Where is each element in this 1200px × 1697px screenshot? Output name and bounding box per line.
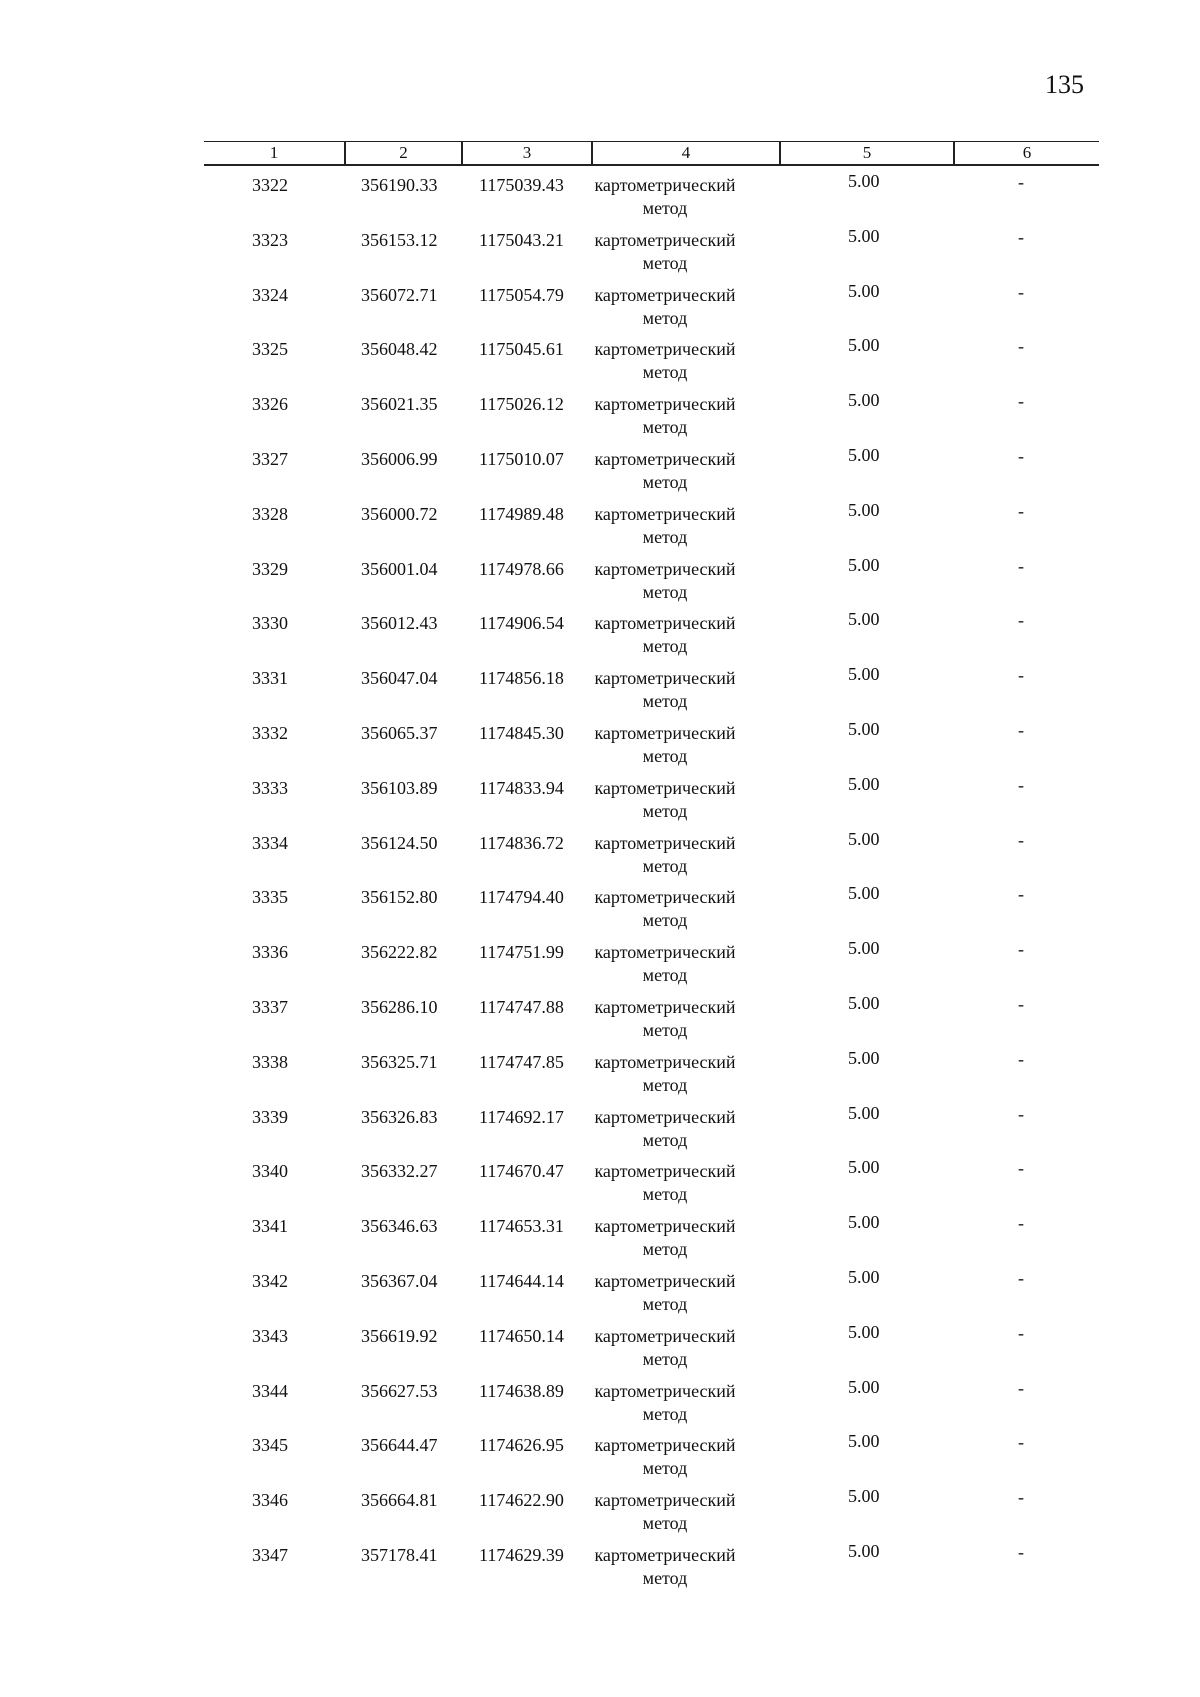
point-number: 3343 xyxy=(252,1325,288,1346)
method-line-1: картометрический xyxy=(594,832,736,853)
method-cell xyxy=(576,1215,754,1261)
method-line-1: картометрический xyxy=(594,1270,736,1291)
column-header-5: 5 xyxy=(862,143,872,162)
coordinate-y: 1175043.21 xyxy=(479,229,564,250)
coordinate-y: 1174794.40 xyxy=(479,887,564,908)
table-row xyxy=(204,499,1099,558)
coordinate-y: 1175045.61 xyxy=(479,339,564,360)
page-number: 135 xyxy=(1045,70,1084,99)
coordinate-x: 356644.47 xyxy=(361,1435,438,1456)
method-line-1: картометрический xyxy=(594,777,736,798)
table-row xyxy=(204,1157,1099,1215)
point-number: 3345 xyxy=(252,1435,288,1456)
accuracy-value: 5.00 xyxy=(848,1431,880,1452)
accuracy-value: 5.00 xyxy=(848,280,880,301)
method-line-1: картометрический xyxy=(594,1544,736,1565)
method-cell xyxy=(576,1160,754,1206)
note-value: - xyxy=(1018,1541,1024,1562)
accuracy-value: 5.00 xyxy=(848,609,880,630)
method-line-1: картометрический xyxy=(594,668,736,689)
accuracy-value: 5.00 xyxy=(848,225,880,246)
table-row xyxy=(204,225,1099,284)
table-row xyxy=(204,335,1099,393)
coordinate-x: 356325.71 xyxy=(361,1051,438,1072)
note-value: - xyxy=(1018,1432,1024,1453)
table-row xyxy=(204,883,1099,941)
method-line-2: метод xyxy=(642,307,688,328)
table-row xyxy=(204,444,1099,503)
table-row xyxy=(204,390,1099,448)
method-line-2: метод xyxy=(642,855,688,876)
note-value: - xyxy=(1018,884,1024,905)
method-cell xyxy=(576,1434,754,1480)
coordinate-y: 1174692.17 xyxy=(479,1106,564,1127)
point-number: 3334 xyxy=(252,832,288,853)
point-number: 3339 xyxy=(252,1106,288,1127)
point-number: 3326 xyxy=(252,394,288,415)
note-value: - xyxy=(1018,829,1024,850)
coordinate-y: 1174833.94 xyxy=(479,777,564,798)
coordinate-x: 356006.99 xyxy=(361,448,438,469)
method-line-1: картометрический xyxy=(594,175,736,195)
method-cell xyxy=(576,667,754,713)
note-value: - xyxy=(1018,1048,1024,1069)
method-cell xyxy=(576,612,754,658)
table-header xyxy=(204,136,1099,165)
coordinate-x: 356103.89 xyxy=(361,777,438,798)
table-row xyxy=(204,1266,1099,1325)
column-header-6: 6 xyxy=(1022,143,1032,162)
method-line-2: метод xyxy=(642,1019,688,1040)
table-row xyxy=(204,773,1099,832)
point-number: 3330 xyxy=(252,613,288,634)
coordinate-x: 356326.83 xyxy=(361,1106,438,1127)
method-cell xyxy=(576,1106,754,1152)
method-line-1: картометрический xyxy=(594,722,736,743)
method-cell xyxy=(576,503,754,549)
method-line-1: картометрический xyxy=(594,996,736,1017)
point-number: 3336 xyxy=(252,942,288,963)
table-row xyxy=(204,1540,1099,1599)
method-cell xyxy=(576,996,754,1042)
method-line-2: метод xyxy=(642,1239,688,1260)
method-line-2: метод xyxy=(642,1458,688,1479)
coordinate-y: 1174747.88 xyxy=(479,996,564,1017)
method-line-1: картометрический xyxy=(594,1051,736,1072)
accuracy-value: 5.00 xyxy=(848,444,880,465)
method-line-2: метод xyxy=(642,252,688,273)
coordinate-x: 356048.42 xyxy=(361,339,438,360)
method-line-2: метод xyxy=(642,1513,688,1534)
method-line-1: картометрический xyxy=(594,558,736,579)
coordinate-y: 1174751.99 xyxy=(479,942,564,963)
method-line-2: метод xyxy=(642,1184,688,1205)
accuracy-value: 5.00 xyxy=(848,499,880,520)
table-row xyxy=(204,280,1099,339)
note-value: - xyxy=(1018,719,1024,740)
method-cell xyxy=(576,1489,754,1535)
column-header-2: 2 xyxy=(399,143,408,162)
note-value: - xyxy=(1018,500,1024,521)
method-line-2: метод xyxy=(642,1567,688,1588)
method-cell xyxy=(576,832,754,878)
accuracy-value: 5.00 xyxy=(848,335,880,356)
method-line-1: картометрический xyxy=(594,1106,736,1127)
method-line-2: метод xyxy=(642,581,688,602)
method-line-1: картометрический xyxy=(594,1161,736,1182)
method-line-2: метод xyxy=(642,1293,688,1314)
method-line-2: метод xyxy=(642,1403,688,1424)
coordinate-y: 1174622.90 xyxy=(479,1490,564,1511)
point-number: 3335 xyxy=(252,887,288,908)
coordinate-x: 356222.82 xyxy=(361,942,438,963)
table-row xyxy=(204,938,1099,996)
method-cell xyxy=(576,777,754,823)
point-number: 3322 xyxy=(252,175,288,195)
method-line-1: картометрический xyxy=(594,942,736,963)
coordinate-y: 1175010.07 xyxy=(479,448,564,469)
note-value: - xyxy=(1018,391,1024,412)
method-cell xyxy=(576,1270,754,1316)
accuracy-value: 5.00 xyxy=(848,718,880,739)
method-cell xyxy=(576,393,754,439)
coordinate-x: 356072.71 xyxy=(361,284,438,305)
accuracy-value: 5.00 xyxy=(848,1047,880,1068)
point-number: 3332 xyxy=(252,722,288,743)
accuracy-value: 5.00 xyxy=(848,1376,880,1397)
coordinate-y: 1174747.85 xyxy=(479,1051,564,1072)
note-value: - xyxy=(1018,445,1024,466)
method-line-2: метод xyxy=(642,636,688,657)
coordinate-y: 1174906.54 xyxy=(479,613,564,634)
accuracy-value: 5.00 xyxy=(848,1486,880,1507)
coordinate-x: 356021.35 xyxy=(361,394,438,415)
note-value: - xyxy=(1018,1322,1024,1343)
column-header-3: 3 xyxy=(522,143,532,162)
point-number: 3341 xyxy=(252,1216,288,1237)
method-line-2: метод xyxy=(642,198,688,218)
method-line-2: метод xyxy=(642,691,688,712)
coordinate-x: 356346.63 xyxy=(361,1216,438,1237)
table-row xyxy=(204,554,1099,613)
method-cell xyxy=(576,1544,754,1590)
coordinate-x: 356065.37 xyxy=(361,722,438,743)
method-line-2: метод xyxy=(642,1074,688,1095)
point-number: 3331 xyxy=(252,668,288,689)
point-number: 3344 xyxy=(252,1380,288,1401)
method-line-1: картометрический xyxy=(594,1435,736,1456)
table-row xyxy=(204,1102,1099,1161)
coordinate-x: 356000.72 xyxy=(361,503,438,524)
note-value: - xyxy=(1018,336,1024,357)
coordinate-y: 1175026.12 xyxy=(479,394,564,415)
point-number: 3328 xyxy=(252,503,288,524)
method-line-1: картометрический xyxy=(594,1380,736,1401)
accuracy-value: 5.00 xyxy=(848,390,880,411)
accuracy-value: 5.00 xyxy=(848,664,880,685)
coordinate-x: 356012.43 xyxy=(361,613,438,634)
method-line-1: картометрический xyxy=(594,613,736,634)
note-value: - xyxy=(1018,993,1024,1014)
method-cell xyxy=(576,174,754,220)
coordinate-y: 1174845.30 xyxy=(479,722,564,743)
coordinates-table-body xyxy=(204,171,1099,1599)
note-value: - xyxy=(1018,555,1024,576)
coordinate-x: 356152.80 xyxy=(361,887,438,908)
point-number: 3338 xyxy=(252,1051,288,1072)
table-row xyxy=(204,718,1099,777)
method-cell xyxy=(576,886,754,932)
note-value: - xyxy=(1018,1158,1024,1179)
accuracy-value: 5.00 xyxy=(848,1102,880,1123)
method-line-1: картометрический xyxy=(594,229,736,250)
accuracy-value: 5.00 xyxy=(848,171,880,191)
method-line-2: метод xyxy=(642,910,688,931)
accuracy-value: 5.00 xyxy=(848,1212,880,1233)
coordinate-x: 356153.12 xyxy=(361,229,438,250)
point-number: 3323 xyxy=(252,229,288,250)
accuracy-value: 5.00 xyxy=(848,828,880,849)
point-number: 3327 xyxy=(252,448,288,469)
point-number: 3347 xyxy=(252,1544,288,1565)
method-line-1: картометрический xyxy=(594,1490,736,1511)
table-row xyxy=(204,609,1099,667)
column-header-4: 4 xyxy=(681,143,691,162)
note-value: - xyxy=(1018,281,1024,302)
point-number: 3333 xyxy=(252,777,288,798)
method-line-1: картометрический xyxy=(594,394,736,415)
coordinate-x: 356286.10 xyxy=(361,996,438,1017)
coordinate-y: 1174629.39 xyxy=(479,1544,564,1565)
method-line-2: метод xyxy=(642,471,688,492)
method-cell xyxy=(576,558,754,604)
method-line-2: метод xyxy=(642,800,688,821)
accuracy-value: 5.00 xyxy=(848,938,880,959)
table-row xyxy=(204,1047,1099,1106)
coordinate-y: 1174670.47 xyxy=(479,1161,564,1182)
note-value: - xyxy=(1018,1103,1024,1124)
table-row xyxy=(204,171,1099,229)
method-line-2: метод xyxy=(642,1348,688,1369)
point-number: 3325 xyxy=(252,339,288,360)
table-row xyxy=(204,1486,1099,1544)
note-value: - xyxy=(1018,226,1024,247)
coordinate-y: 1174978.66 xyxy=(479,558,564,579)
coordinate-x: 356001.04 xyxy=(361,558,438,579)
point-number: 3346 xyxy=(252,1490,288,1511)
note-value: - xyxy=(1018,665,1024,686)
accuracy-value: 5.00 xyxy=(848,992,880,1013)
method-cell xyxy=(576,1380,754,1426)
accuracy-value: 5.00 xyxy=(848,883,880,904)
method-cell xyxy=(576,448,754,494)
note-value: - xyxy=(1018,774,1024,795)
column-header-1: 1 xyxy=(269,143,279,162)
point-number: 3337 xyxy=(252,996,288,1017)
accuracy-value: 5.00 xyxy=(848,1157,880,1178)
method-line-1: картометрический xyxy=(594,1216,736,1237)
coordinate-x: 356047.04 xyxy=(361,668,438,689)
coordinate-x: 356627.53 xyxy=(361,1380,438,1401)
method-line-1: картометрический xyxy=(594,503,736,524)
coordinate-y: 1175039.43 xyxy=(479,175,564,195)
coordinate-y: 1174644.14 xyxy=(479,1270,564,1291)
point-number: 3329 xyxy=(252,558,288,579)
method-line-2: метод xyxy=(642,1129,688,1150)
method-line-1: картометрический xyxy=(594,284,736,305)
accuracy-value: 5.00 xyxy=(848,1540,880,1561)
note-value: - xyxy=(1018,172,1024,192)
method-cell xyxy=(576,284,754,330)
coordinate-y: 1174836.72 xyxy=(479,832,564,853)
header-bottom-rule xyxy=(204,164,1099,166)
table-row xyxy=(204,992,1099,1051)
note-value: - xyxy=(1018,1267,1024,1288)
coordinate-x: 356332.27 xyxy=(361,1161,438,1182)
coordinate-y: 1174856.18 xyxy=(479,668,564,689)
method-line-2: метод xyxy=(642,745,688,766)
method-line-2: метод xyxy=(642,417,688,438)
coordinate-y: 1174650.14 xyxy=(479,1325,564,1346)
coordinate-x: 357178.41 xyxy=(361,1544,438,1565)
coordinate-y: 1174626.95 xyxy=(479,1435,564,1456)
accuracy-value: 5.00 xyxy=(848,773,880,794)
method-cell xyxy=(576,338,754,384)
coordinate-x: 356367.04 xyxy=(361,1270,438,1291)
accuracy-value: 5.00 xyxy=(848,1321,880,1342)
method-line-1: картометрический xyxy=(594,887,736,908)
table-row xyxy=(204,1321,1099,1380)
coordinate-y: 1174989.48 xyxy=(479,503,564,524)
coordinate-y: 1174653.31 xyxy=(479,1216,564,1237)
method-cell xyxy=(576,1051,754,1097)
method-cell xyxy=(576,229,754,275)
note-value: - xyxy=(1018,1377,1024,1398)
note-value: - xyxy=(1018,1487,1024,1508)
method-line-2: метод xyxy=(642,362,688,383)
coordinate-x: 356664.81 xyxy=(361,1490,438,1511)
method-line-1: картометрический xyxy=(594,448,736,469)
method-line-2: метод xyxy=(642,526,688,547)
point-number: 3342 xyxy=(252,1270,288,1291)
method-cell xyxy=(576,1325,754,1371)
method-line-2: метод xyxy=(642,965,688,986)
point-number: 3340 xyxy=(252,1161,288,1182)
coordinate-x: 356190.33 xyxy=(361,175,438,195)
coordinate-y: 1174638.89 xyxy=(479,1380,564,1401)
method-cell xyxy=(576,722,754,768)
accuracy-value: 5.00 xyxy=(848,1266,880,1287)
table-row xyxy=(204,828,1099,887)
note-value: - xyxy=(1018,610,1024,631)
table-row xyxy=(204,1431,1099,1489)
method-line-1: картометрический xyxy=(594,339,736,360)
accuracy-value: 5.00 xyxy=(848,554,880,575)
method-line-1: картометрический xyxy=(594,1325,736,1346)
method-cell xyxy=(576,941,754,987)
coordinate-y: 1175054.79 xyxy=(479,284,564,305)
coordinate-x: 356124.50 xyxy=(361,832,438,853)
note-value: - xyxy=(1018,1213,1024,1234)
table-row xyxy=(204,1212,1099,1270)
table-row xyxy=(204,664,1099,722)
point-number: 3324 xyxy=(252,284,288,305)
note-value: - xyxy=(1018,939,1024,960)
table-row xyxy=(204,1376,1099,1435)
coordinate-x: 356619.92 xyxy=(361,1325,438,1346)
